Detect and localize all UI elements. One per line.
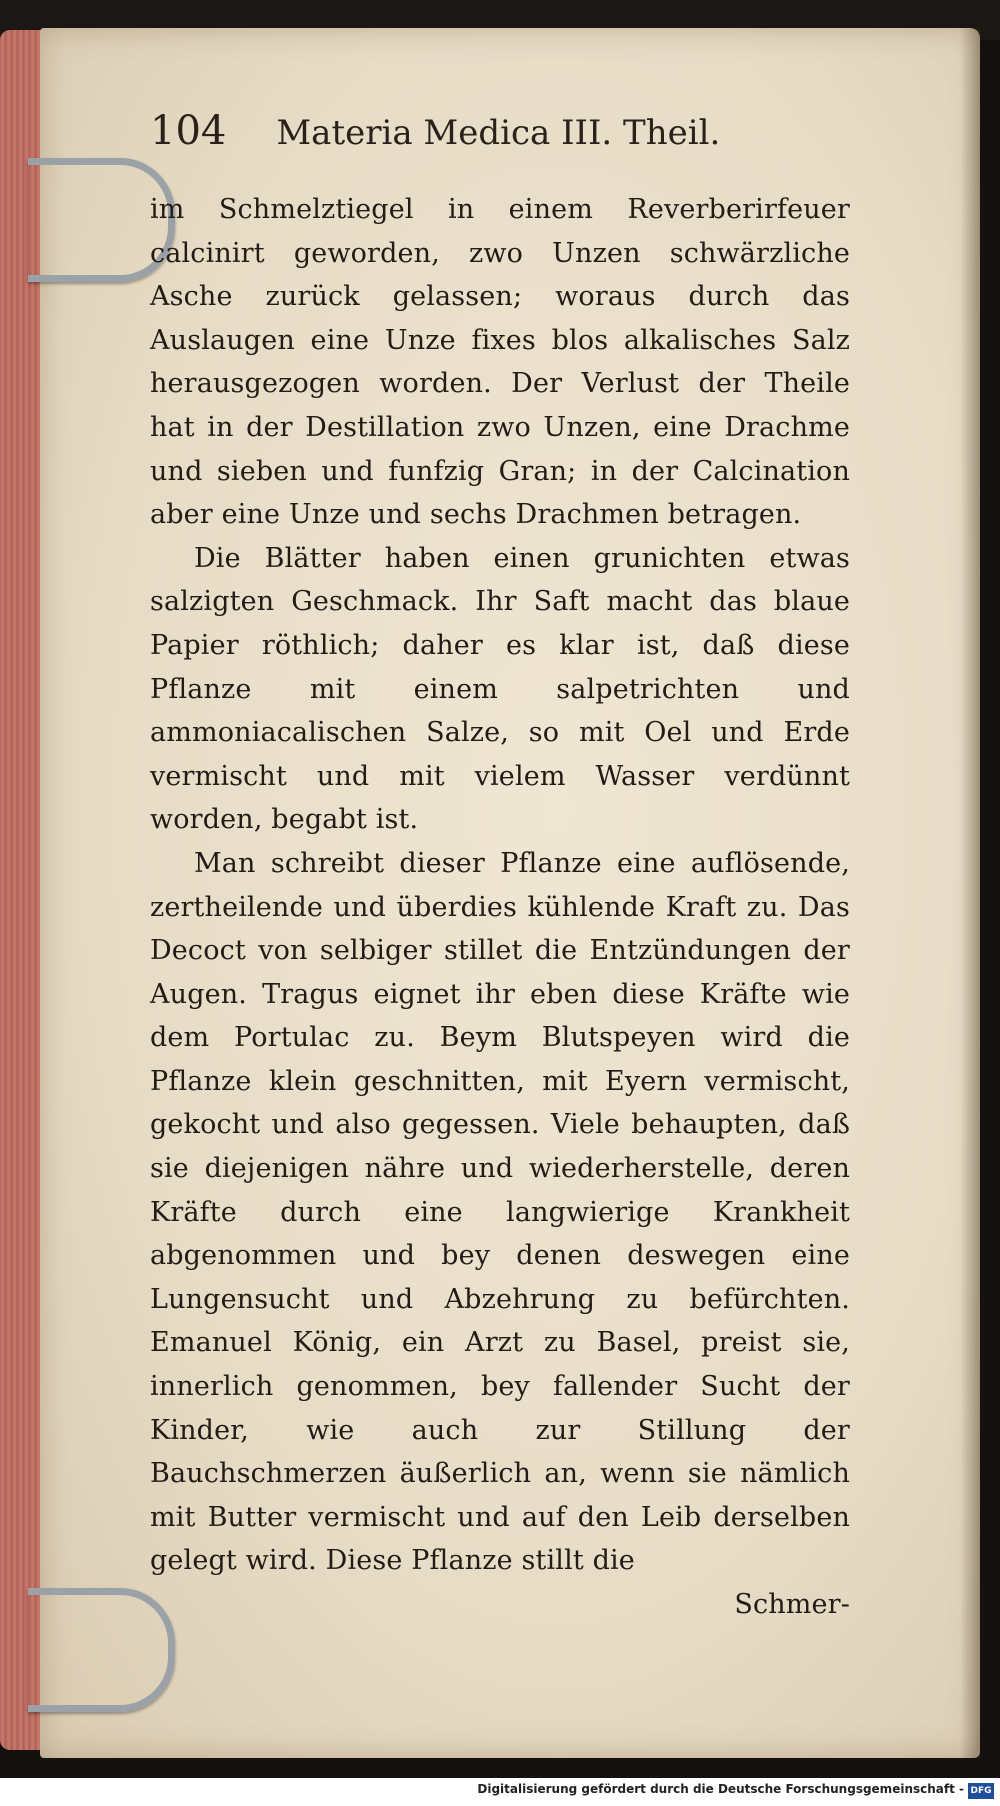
page-body <box>150 188 850 1627</box>
paragraph: Man schreibt dieser Pflanze eine auflösende, zertheilende und überdies kühlende Kraft zu. Das Decoct von selbiger stillet die Entzündungen der Augen. Tragus eignet ihr eben diese Kräfte wie dem Portulac zu. Beym Blutspeyen wird die Pflanze klein geschnitten, mit Eyern vermischt, gekocht und also gegessen. Viele behaupten, daß sie diejenigen nähre und wiederherstelle, deren Kräfte durch eine langwierige Krankheit abgenommen und bey denen deswegen eine Lungensucht und Abzehrung zu befürchten. Emanuel König, ein Arzt zu Basel, preist sie, innerlich genommen, bey fallender Sucht der Kinder, wie auch zur Stillung der Bauchschmerzen äußerlich an, wenn sie nämlich mit Butter vermischt und auf den Leib derselben gelegt wird. Diese Pflanze stillt die <box>150 847 850 1577</box>
digitization-footer <box>0 1778 1000 1806</box>
paragraph: Die Blätter haben einen grunichten etwas salzigten Geschmack. Ihr Saft macht das blaue Papier röthlich; daher es klar ist, daß diese Pflanze mit einem salpetrichten und ammoniacalischen Salze, so mit Oel und Erde vermischt und mit vielem Wasser verdünnt worden, begabt ist. <box>150 542 850 836</box>
running-title: Materia Medica III. Theil. <box>276 113 721 153</box>
funding-credit: Digitalisierung gefördert durch die Deutsche Forschungsgemeinschaft - <box>477 1782 964 1796</box>
page-number: 104 <box>150 108 227 154</box>
paragraph: im Schmelztiegel in einem Reverberirfeuer calcinirt geworden, zwo Unzen schwärzliche Asche zurück gelassen; woraus durch das Auslaugen eine Unze fixes blos alkalisches Salz herausgezogen worden. Der Verlust der Theile hat in der Destillation zwo Unzen, eine Drachme und sieben und funfzig Gran; in der Calcination aber eine Unze und sechs Drachmen betragen. <box>150 194 850 531</box>
catchword: Schmer- <box>734 1589 850 1620</box>
page-header <box>150 108 810 154</box>
dfg-logo-icon: DFG <box>968 1783 994 1799</box>
page-gutter-shadow <box>960 28 980 1758</box>
